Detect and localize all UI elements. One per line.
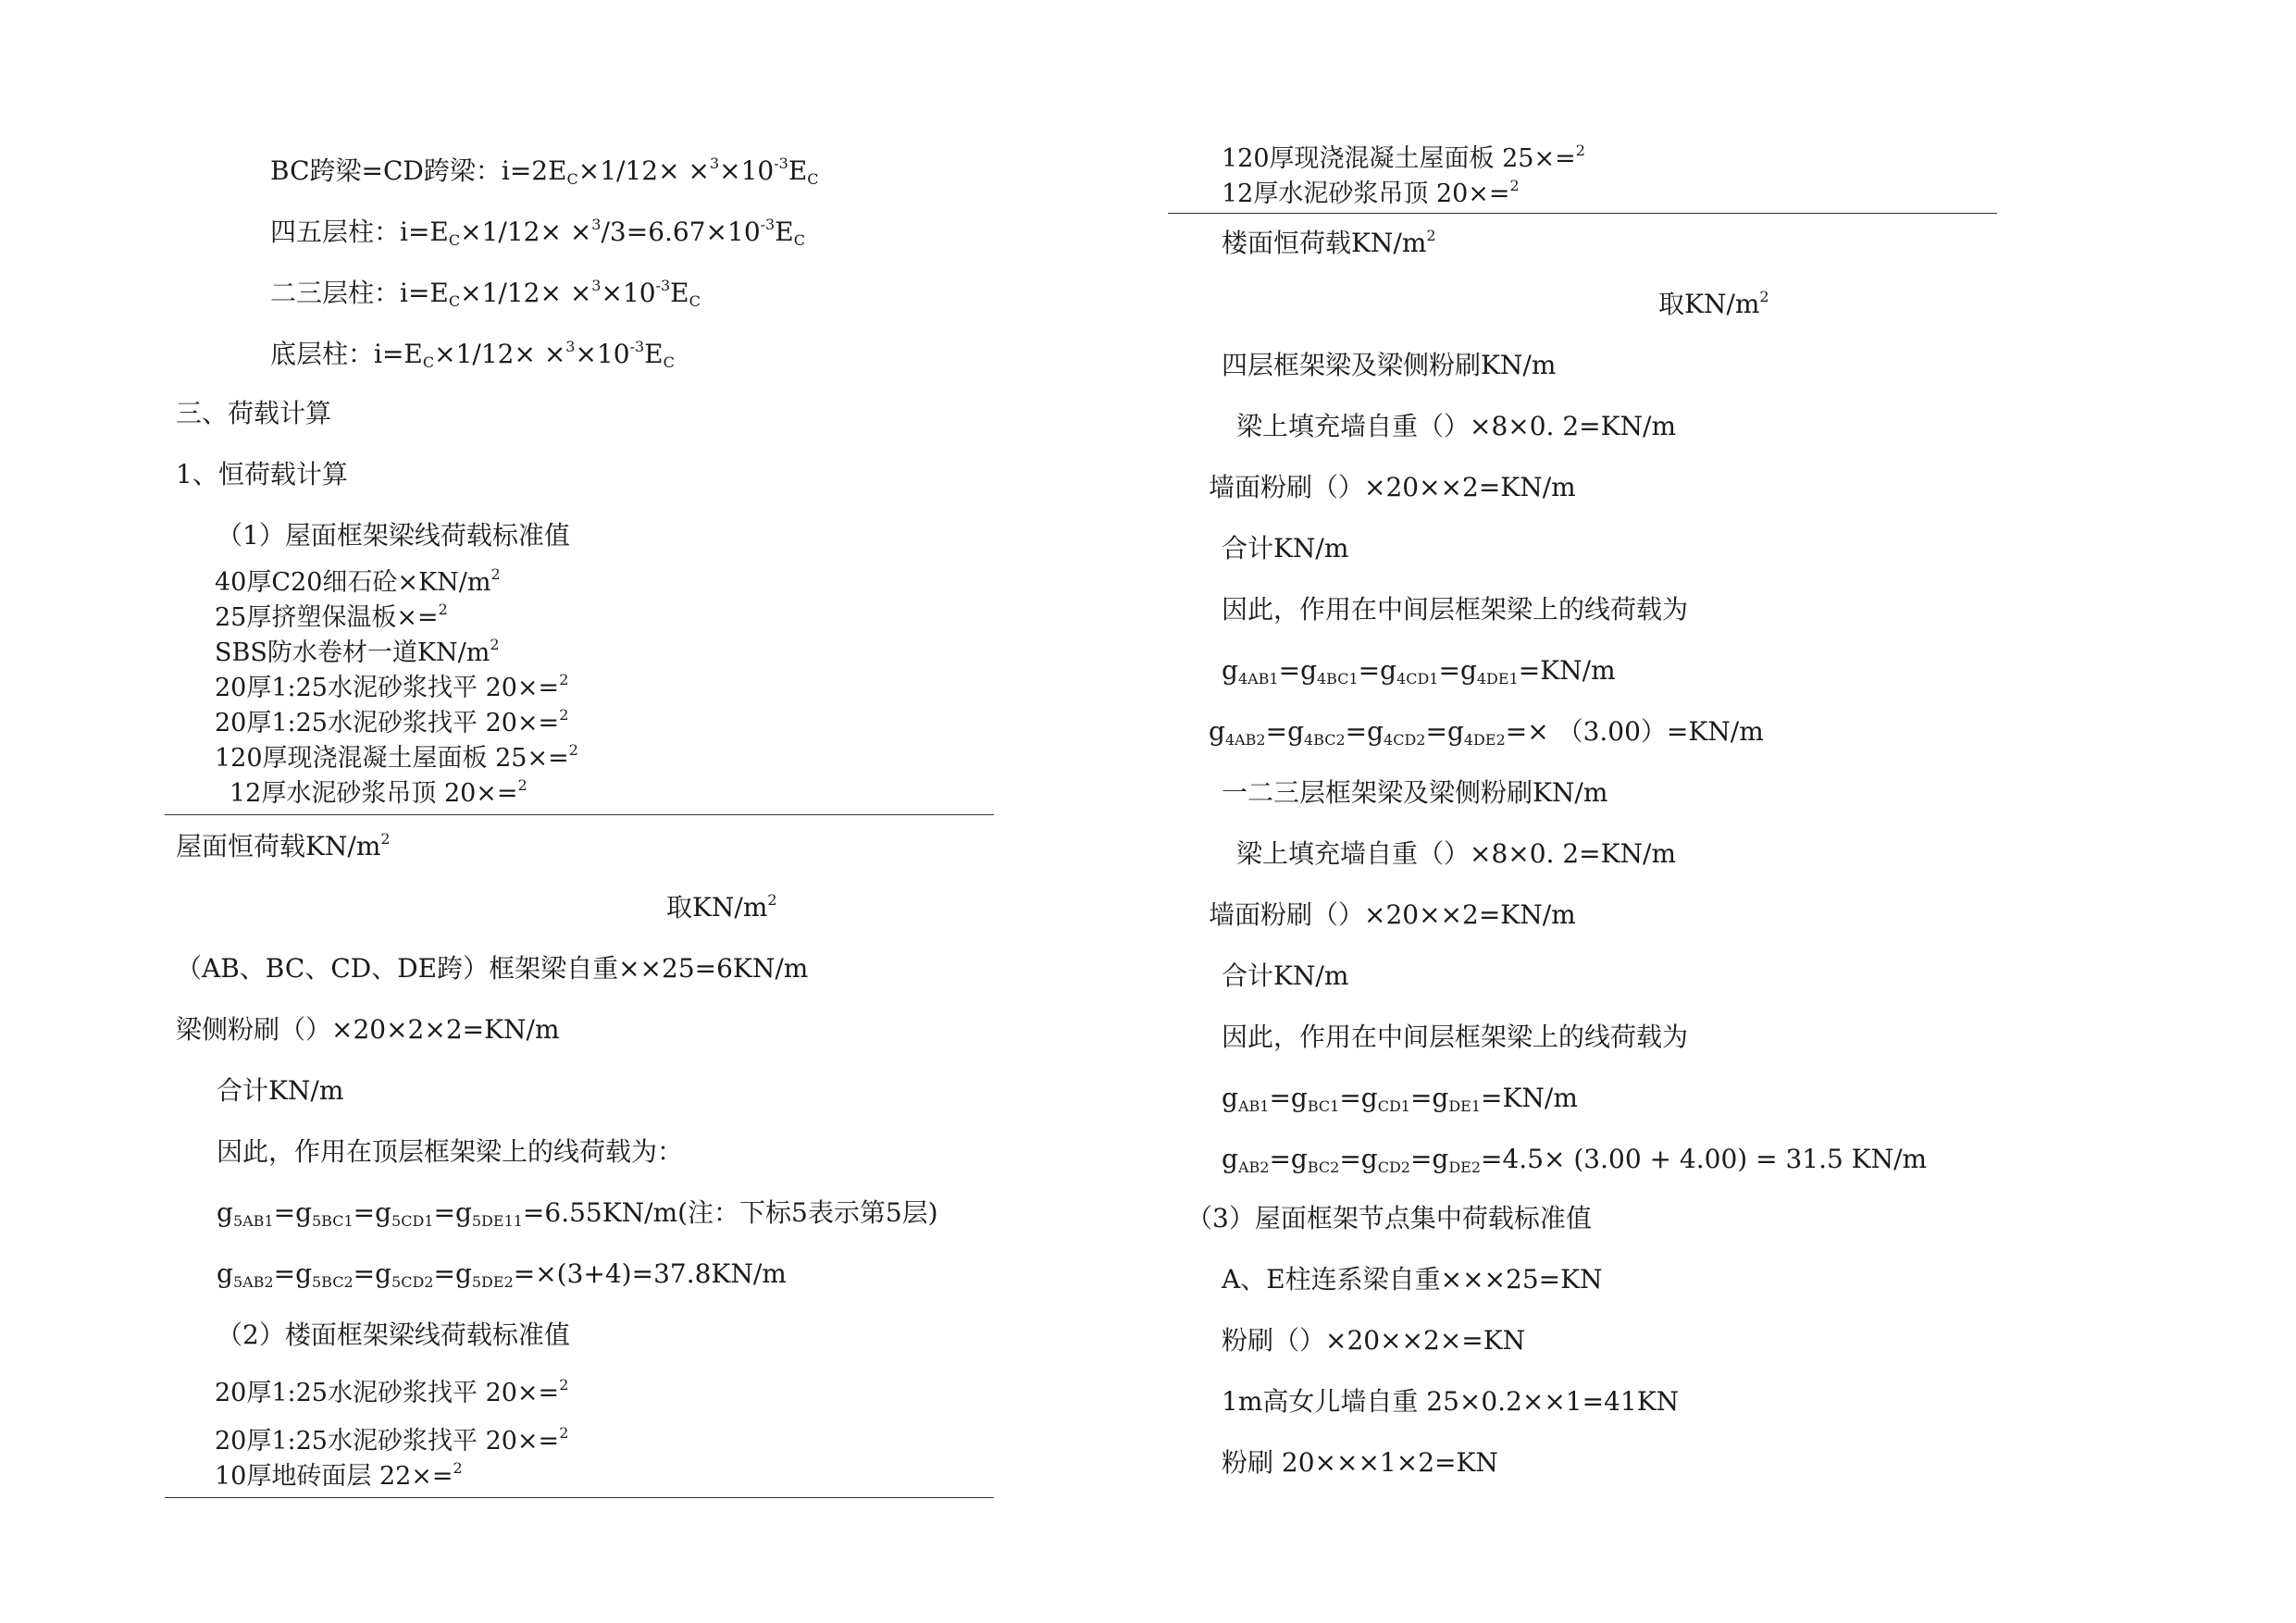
mid-floor-intro: 因此，作用在中间层框架梁上的线荷载为 [1222,594,1689,625]
divider [1168,213,1997,214]
floor-dead-load-take: 取$KN/m^2$ [1658,288,1769,319]
g-line-load-2: $g_{AB2}=g_{BC2}=g_{CD2}=g_{DE2}=4.5\times (3.00 + 4.00) = 31.5$ KN/m [1222,1144,1928,1176]
ae-tie-beam-weight: A、E柱连系梁自重×××25=KN [1222,1264,1603,1295]
g5-line-load-2: $g_{5AB2}=g_{5BC2}=g_{5CD2}=g_{5DE2}=\times(3+4)=37.8KN/m$ [217,1258,787,1291]
tie-beam-plaster: 粉刷（）×20××2×=KN [1222,1325,1526,1356]
roof-item: 20厚1:25水泥砂浆找平 20×=$^2$ [215,671,569,702]
floor-item-cont: 120厚现浇混凝土屋面板 25×=$^2$ [1222,142,1585,173]
g4-line-load-2: $g_{4AB2}=g_{4BC2}=g_{4CD2}=g_{4DE2}=\times (3.00)=KN/m$ [1209,716,1764,749]
roof-beam-load-title: （1）屋面框架梁线荷载标准值 [217,520,570,551]
stiffness-col-45: 四五层柱：$i=E_C\times 1/12\times \times^3/3=6.67\times 10^{-3}E_C$ [270,216,805,249]
section-heading-load-calc: 三、荷载计算 [176,398,332,428]
beam-self-weight: （AB、BC、CD、DE跨）框架梁自重××25=6KN/m [176,953,809,984]
floor-item: 10厚地砖面层 22×=$^2$ [215,1459,463,1491]
l123-wall-self-weight: 梁上填充墙自重（）×8×0. 2=KN/m [1236,838,1677,869]
divider [165,1497,994,1498]
divider [165,814,994,815]
stiffness-bc-cd-beam: BC跨梁=CD跨梁：$i=2E_C\times 1/12\times \times^3\times 10^{-3}E_C$ [270,155,819,188]
parapet-plaster: 粉刷 20×××1×2=KN [1222,1447,1498,1478]
stiffness-col-23: 二三层柱：$i=E_C\times 1/12\times \times^3\times 10^{-3}E_C$ [270,277,701,310]
subtotal: 合计KN/m [217,1075,344,1106]
roof-dead-load-take: 取$KN/m^2$ [666,891,777,923]
l4-beam-title: 四层框架梁及梁侧粉刷KN/m [1222,350,1557,380]
floor-beam-load-title: （2）楼面框架梁线荷载标准值 [217,1319,570,1350]
l123-subtotal: 合计KN/m [1222,960,1349,991]
g-line-load-1: $g_{AB1}=g_{BC1}=g_{CD1}=g_{DE1}=KN/m$ [1222,1083,1578,1115]
floor-item: 20厚1:25水泥砂浆找平 20×=$^2$ [215,1376,569,1407]
floor-dead-load-total: 楼面恒荷载$KN/m^2$ [1222,227,1436,258]
floor-item: 20厚1:25水泥砂浆找平 20×=$^2$ [215,1424,569,1456]
top-floor-intro: 因此，作用在顶层框架梁上的线荷载为： [217,1136,684,1167]
l4-subtotal: 合计KN/m [1222,533,1349,564]
l4-wall-self-weight: 梁上填充墙自重（）×8×0. 2=KN/m [1236,411,1677,441]
l123-wall-plaster: 墙面粉刷（）×20××2=KN/m [1209,899,1576,930]
roof-item: 12厚水泥砂浆吊顶 20×=$^2$ [230,776,527,808]
l4-wall-plaster: 墙面粉刷（）×20××2=KN/m [1209,472,1576,502]
beam-side-plaster: 梁侧粉刷（）×20×2×2=KN/m [176,1014,560,1045]
mid-floor-intro: 因此，作用在中间层框架梁上的线荷载为 [1222,1022,1689,1052]
roof-item: 25厚挤塑保温板×=$^2$ [215,601,448,632]
floor-item-cont: 12厚水泥砂浆吊顶 20×=$^2$ [1222,177,1520,208]
roof-item: SBS防水卷材一道$KN/m^2$ [215,636,500,667]
g4-line-load-1: $g_{4AB1}=g_{4BC1}=g_{4CD1}=g_{4DE1}=KN/m$ [1222,655,1616,688]
roof-item: 20厚1:25水泥砂浆找平 20×=$^2$ [215,706,569,737]
g5-line-load-1: $g_{5AB1}=g_{5BC1}=g_{5CD1}=g_{5DE11}=6.55KN/m$(注：下标5表示第5层) [217,1197,938,1230]
roof-node-load-title: （3）屋面框架节点集中荷载标准值 [1186,1203,1592,1233]
stiffness-col-1: 底层柱：$i=E_C\times 1/12\times \times^3\times 10^{-3}E_C$ [270,338,675,371]
subsection-dead-load: 1、恒荷载计算 [176,459,348,489]
roof-dead-load-total: 屋面恒荷载$KN/m^2$ [176,830,391,861]
roof-item: 120厚现浇混凝土屋面板 25×=$^2$ [215,741,578,773]
roof-item: 40厚C20细石砼$\times KN/m^2$ [215,565,501,597]
l123-beam-title: 一二三层框架梁及梁侧粉刷KN/m [1222,777,1608,808]
parapet-self-weight: 1m高女儿墙自重 25×0.2××1=41KN [1222,1386,1680,1417]
